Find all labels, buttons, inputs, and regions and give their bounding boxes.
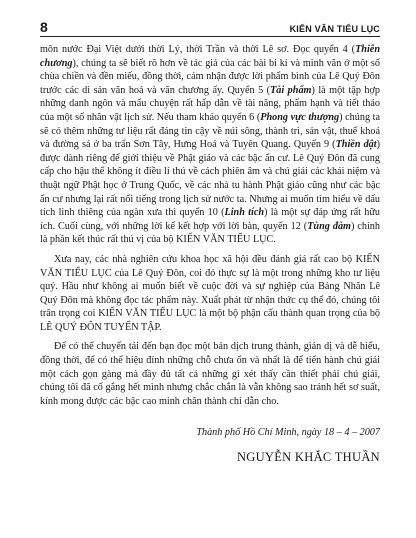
book-section-title: Linh tích [224, 207, 265, 219]
text-run: ) chính là phần kết thúc rất thú vị của bộ KIẾN VĂN TIỂU LỤC. [40, 220, 380, 246]
book-section-title: Thiền dật [335, 139, 377, 151]
body-paragraph [40, 340, 380, 408]
body-text [40, 43, 380, 408]
book-section-title: Tùng đàm [307, 220, 351, 232]
text-run: ) là một tập hợp những danh ngôn và mẩu chuyện rất hấp dẫn về tài năng, phẩm hạnh và tiết tháo của một số nhân vật lịch sử. Nếu tham khảo quyển 6 ( [40, 84, 380, 123]
page-number: 8 [40, 19, 48, 35]
signature-author: NGUYỄN KHẮC THUẦN [236, 450, 380, 465]
text-run: Xưa nay, các nhà nghiên cứu khoa học xã hội đều đánh giá rất cao bộ KIẾN VĂN TIỂU LỤC của Lê Quý Đôn, coi đó thực sự là một trong những kho tư liệu quý. Hầu như không ai muốn biết về cuộc đời và sự nghiệp của Bảng Nhãn Lê Quý Đôn mà không đọc tác phẩm này. Xuất phát từ nhận thức cụ thể đó, chúng tôi trân trọng coi KIẾN VĂN TIỂU LỤC là một bộ phận cấu thành quan trọng của bộ LÊ QUÝ ĐÔN TUYỂN TẬP. [40, 253, 380, 333]
book-section-title: Thiên chương [40, 44, 380, 69]
signature-place-date: Thành phố Hồ Chí Minh, ngày 18 – 4 – 2007 [196, 427, 380, 439]
text-run: ) được dành riêng để giới thiệu về Phật giáo và các bậc ẩn cư. Lê Quý Đôn đã cung cấp cho hậu thế không ít điều lí thú về cách phiên âm và chú giải các khái niệm và thuật ngữ Phật học ở Trung Quốc, về các nhà tu hành Phật giáo cũng như các bậc ẩn cư nhưng lại rất nổi tiếng trong lịch sử nước ta. Nhưng ai muốn tìm hiểu về dấu tích linh thiêng của ngàn xưa thì quyển 10 ( [40, 139, 380, 219]
book-section-title: Tài phẩm [270, 84, 312, 96]
signature-block [40, 426, 380, 466]
text-run: ), chúng ta sẽ biết rõ hơn về tác giả của các bài bi kí và minh văn ở một số chùa chiền và đền miếu, đồng thời, cảm nhận được lời phẩm bình của Lê Quý Đôn trước các di sản văn hoá và văn chương ấy. Quyển 5 ( [40, 57, 380, 96]
text-run: ) chúng ta sẽ có thêm những tư liệu rất đáng tin cậy về núi sông, thành trì, sản vật, thuế khoá và đường sá ở ba trấn Sơn Tây, Hưng Hoá và Tuyên Quang. Quyển 9 ( [40, 111, 380, 151]
body-paragraph [40, 253, 380, 335]
text-run: ) là một sự đáp ứng rất hữu ích. Cuối cùng, với những lời kể kết hợp với lời bàn, quyển 12 ( [40, 207, 381, 232]
body-paragraph [40, 43, 380, 247]
text-run: Để có thể chuyển tải đến bạn đọc một bản dịch trung thành, giản dị và dễ hiểu, đồng thời, để có thể hiệu đính những chỗ chưa ổn và nhất là để tiến hành chú giải một cách gọn gàng mà đầy đủ tất cả những gì xét thấy cần thiết phải chú giải, chúng tôi đã cố gắng hết mình nhưng chắc chắn là vẫn không sao tránh hết sơ suất, kính mong được các bậc cao minh chân thành chỉ dẫn cho. [40, 341, 380, 407]
running-title: KIẾN VĂN TIỂU LỤC [289, 24, 380, 34]
book-section-title: Phong vực thượng [260, 111, 340, 123]
page-header [40, 20, 380, 37]
text-run: môn nước Đại Việt dưới thời Lý, thời Trần và thời Lê sơ. Đọc quyển 4 ( [40, 44, 356, 55]
